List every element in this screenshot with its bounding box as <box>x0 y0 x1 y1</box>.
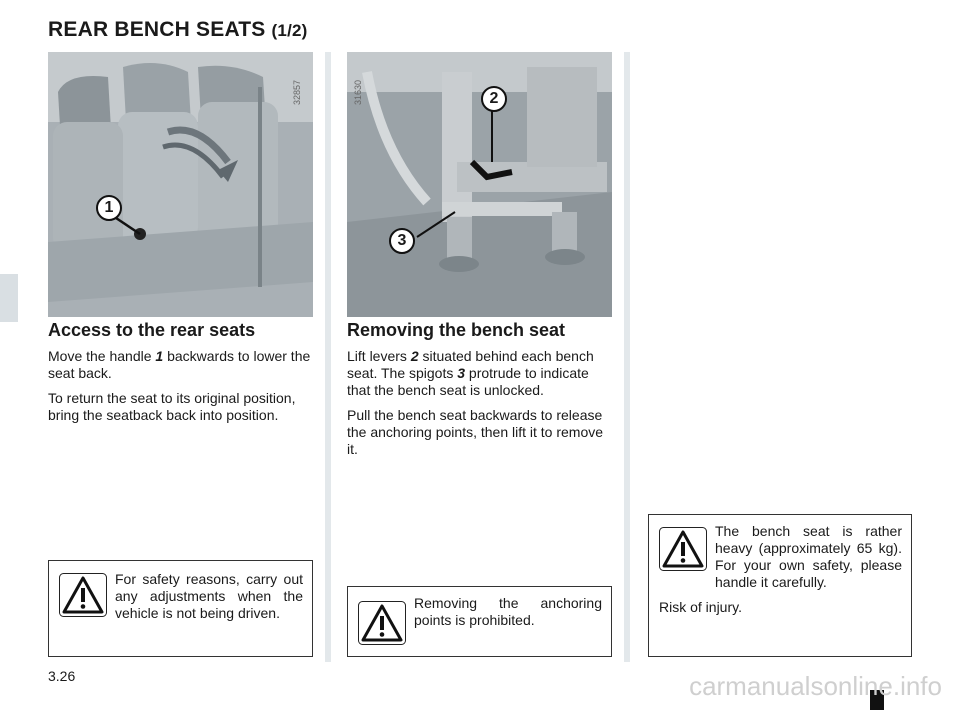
photo-reference-number: 32857 <box>292 79 302 105</box>
paragraph: To return the seat to its original position, bring the seatback back into position. <box>48 390 296 423</box>
removing-bench-seat-text <box>347 348 612 466</box>
warning-triangle-icon <box>659 527 707 571</box>
callout-1: 1 <box>96 195 122 221</box>
paragraph: Lift levers 2 situated behind each bench seat. The spigots 3 protrude to indicate that the bench seat is unlocked. <box>347 348 594 398</box>
warning-text: Removing the anchoring points is prohibited. <box>414 595 602 628</box>
warning-box-anchoring <box>347 586 612 657</box>
watermark: carmanualsonline.info <box>689 671 942 701</box>
page-number: 3.26 <box>48 668 76 684</box>
warning-text-extra: Risk of injury. <box>659 599 742 615</box>
warning-triangle-icon <box>59 573 107 617</box>
warning-triangle-icon <box>358 601 406 645</box>
title-suffix: (1/2) <box>271 21 308 40</box>
callout-2: 2 <box>481 86 507 112</box>
rear-seats-photo <box>48 52 313 317</box>
paragraph: Pull the bench seat backwards to release the anchoring points, then lift it to remove it. <box>347 407 604 457</box>
column-divider <box>624 52 630 662</box>
title-text: REAR BENCH SEATS <box>48 18 266 41</box>
photo-reference-number: 31630 <box>353 79 363 105</box>
column-divider <box>325 52 331 662</box>
page-title <box>48 18 308 42</box>
warning-text: The bench seat is rather heavy (approximately 65 kg). For your own safety, please handle it carefully. <box>715 523 902 590</box>
paragraph: Move the handle 1 backwards to lower the seat back. <box>48 348 311 381</box>
access-rear-seats-heading: Access to the rear seats <box>48 320 256 340</box>
access-rear-seats-text <box>48 348 313 432</box>
section-tab <box>0 274 18 322</box>
warning-box-safety <box>48 560 313 657</box>
callout-3: 3 <box>389 228 415 254</box>
warning-text: For safety reasons, carry out any adjustments when the vehicle is not being driven. <box>115 571 303 621</box>
warning-box-heavy-seat <box>648 514 912 657</box>
bench-seat-latch-photo <box>347 52 612 317</box>
removing-bench-seat-heading: Removing the bench seat <box>347 320 566 340</box>
